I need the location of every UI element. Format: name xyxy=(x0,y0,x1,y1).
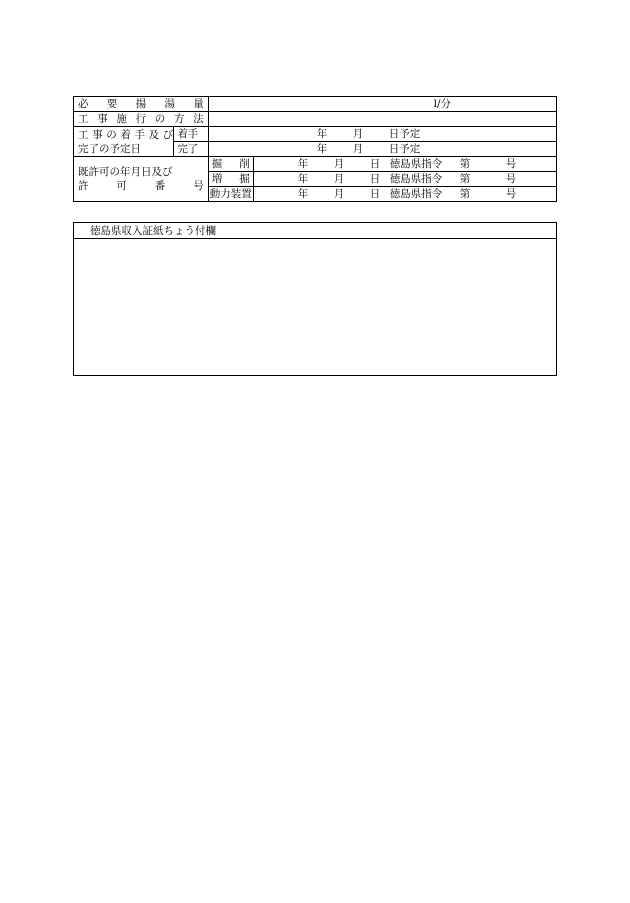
permit-field-power[interactable] xyxy=(253,187,556,202)
method-label: 工事施行の方法 xyxy=(74,112,209,127)
permit-month-label: 月 xyxy=(333,173,345,185)
permit-go-label: 号 xyxy=(505,158,517,170)
permit-day-label: 日 xyxy=(369,173,381,185)
permit-day-label: 日 xyxy=(369,188,381,200)
start-day-label: 日予定 xyxy=(388,128,421,140)
end-date-field[interactable] xyxy=(208,142,556,157)
permit-month-label: 月 xyxy=(333,158,345,170)
schedule-label xyxy=(74,127,174,157)
schedule-label-line1: 工事の着手及び xyxy=(78,128,174,141)
end-day-label: 日予定 xyxy=(388,143,421,155)
permit-order-label: 徳島県指令 xyxy=(389,158,443,170)
start-year-label: 年 xyxy=(316,128,328,140)
permit-order-label: 徳島県指令 xyxy=(389,173,443,185)
permit-go-label: 号 xyxy=(505,188,517,200)
permit-year-label: 年 xyxy=(297,188,309,200)
permit-dai-label: 第 xyxy=(459,158,471,170)
permit-month-label: 月 xyxy=(333,188,345,200)
permit-field-excavation[interactable] xyxy=(253,157,556,172)
permit-dai-label: 第 xyxy=(459,173,471,185)
application-table xyxy=(73,96,557,202)
schedule-label-line2: 完了の予定日 xyxy=(78,142,141,155)
end-month-label: 月 xyxy=(352,143,364,155)
permit-year-label: 年 xyxy=(297,158,309,170)
schedule-start-row xyxy=(74,127,557,142)
permit-label-line1: 既許可の年月日及び xyxy=(78,166,173,178)
end-year-label: 年 xyxy=(316,143,328,155)
permit-dai-label: 第 xyxy=(459,188,471,200)
permit-field-additional[interactable] xyxy=(253,172,556,187)
permit-order-label: 徳島県指令 xyxy=(389,188,443,200)
end-label: 完了 xyxy=(174,142,208,157)
permit-label-line2: 許可番号 xyxy=(78,180,204,192)
pump-volume-field[interactable]: l/分 xyxy=(208,97,556,112)
stamp-header: 徳島県収入証紙ちょう付欄 xyxy=(74,223,557,239)
stamp-area[interactable] xyxy=(74,239,557,376)
permit-type-power: 動力装置 xyxy=(209,188,252,200)
pump-volume-label: 必要揚湯量 xyxy=(74,97,209,112)
method-row xyxy=(74,112,557,127)
permit-type-excavation: 掘削 xyxy=(208,157,253,172)
permit-label xyxy=(74,157,209,202)
stamp-table xyxy=(73,222,557,376)
method-field[interactable] xyxy=(208,112,556,127)
permit-row-1 xyxy=(74,157,557,172)
start-month-label: 月 xyxy=(352,128,364,140)
permit-day-label: 日 xyxy=(369,158,381,170)
permit-year-label: 年 xyxy=(297,173,309,185)
start-date-field[interactable] xyxy=(208,127,556,142)
start-label: 着手 xyxy=(174,127,208,142)
permit-type-additional: 増掘 xyxy=(208,172,253,187)
permit-go-label: 号 xyxy=(505,173,517,185)
pump-volume-row xyxy=(74,97,557,112)
